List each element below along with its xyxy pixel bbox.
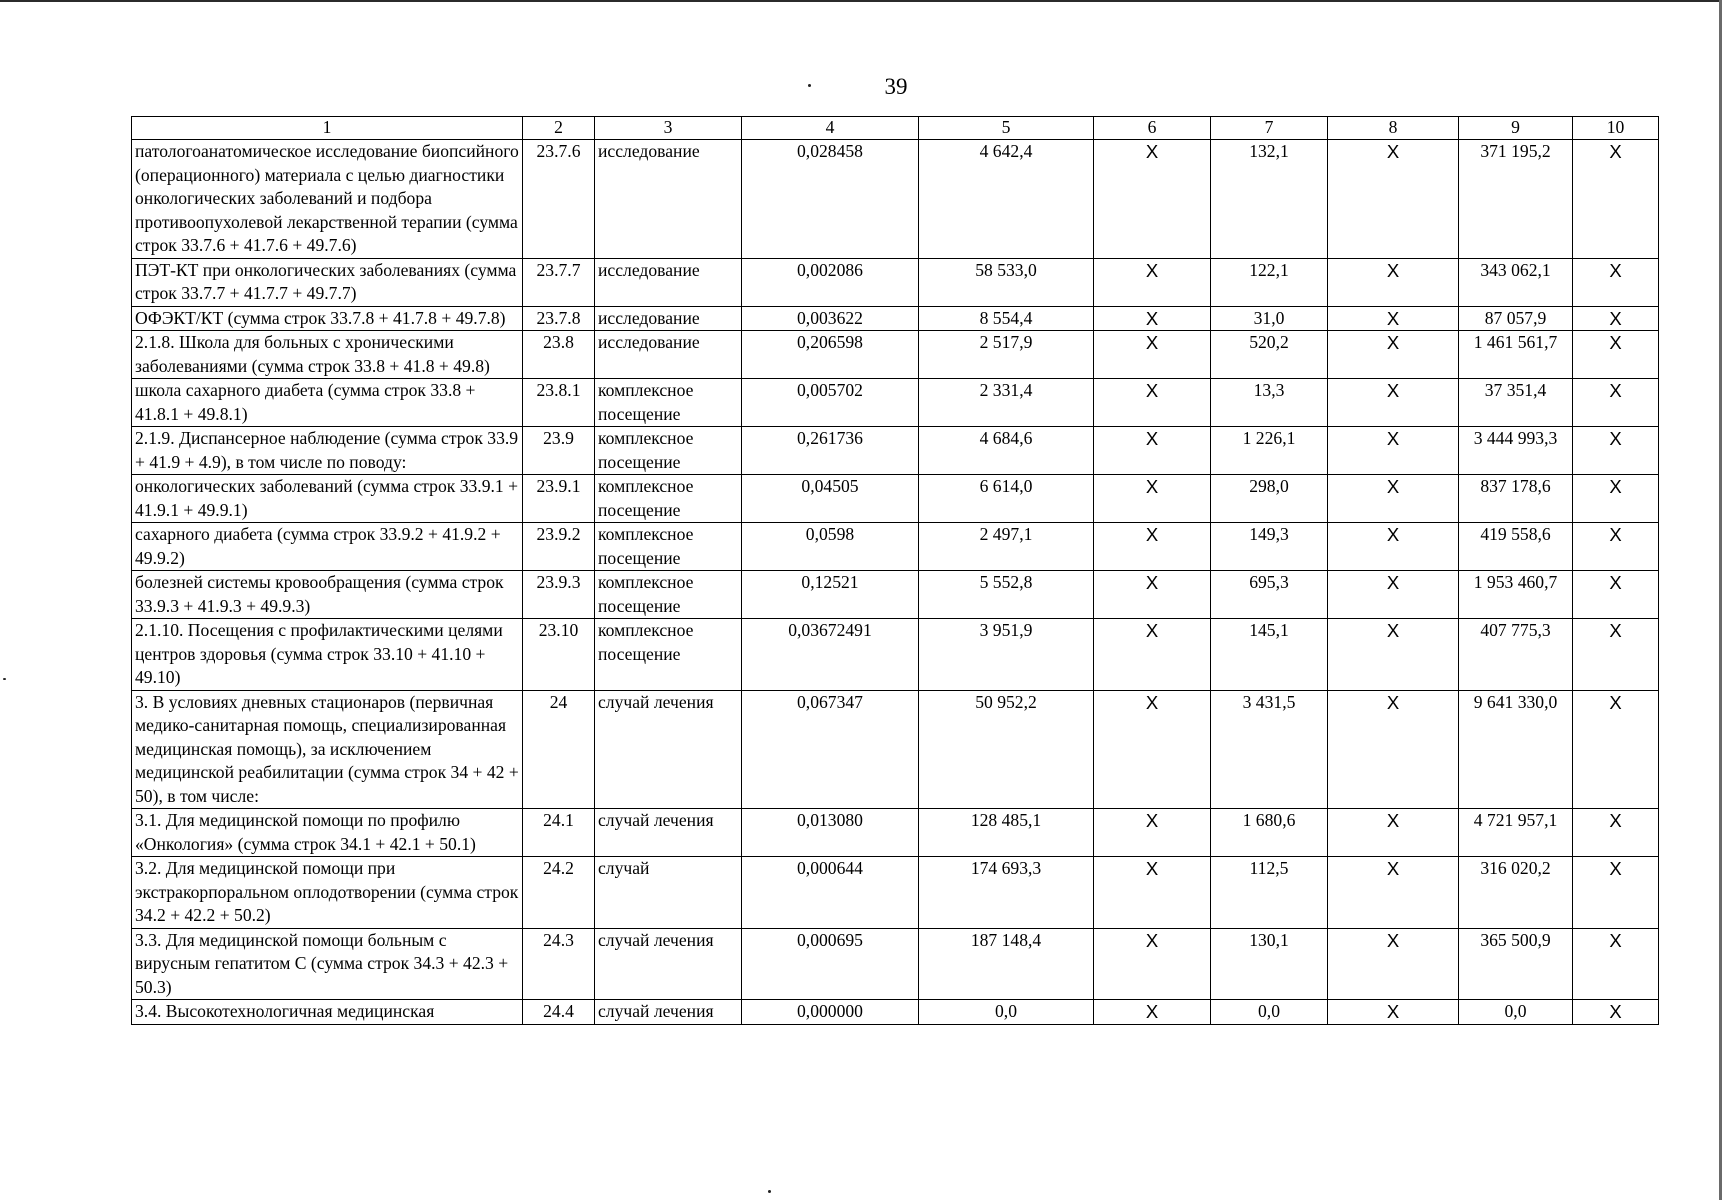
header-cell: 1 <box>132 117 523 140</box>
col8-cell: X <box>1328 140 1459 259</box>
table-row <box>132 306 1659 331</box>
cost-norm-cell: 4 684,6 <box>919 427 1094 475</box>
volume-norm-cell: 0,03672491 <box>742 619 919 691</box>
unit-cell: случай лечения <box>595 928 742 1000</box>
unit-cell: комплексное посещение <box>595 379 742 427</box>
col6-cell: X <box>1094 928 1211 1000</box>
row-number-cell: 23.10 <box>523 619 595 691</box>
unit-cell: исследование <box>595 258 742 306</box>
col6-cell: X <box>1094 258 1211 306</box>
col10-cell: X <box>1573 427 1659 475</box>
col8-cell: X <box>1328 1000 1459 1025</box>
col10-cell: X <box>1573 475 1659 523</box>
total-cost-cell: 407 775,3 <box>1459 619 1573 691</box>
per-capita-cell: 298,0 <box>1211 475 1328 523</box>
total-cost-cell: 4 721 957,1 <box>1459 809 1573 857</box>
cost-norm-cell: 2 497,1 <box>919 523 1094 571</box>
row-name-cell: онкологических заболеваний (сумма строк 33.9.1 + 41.9.1 + 49.9.1) <box>132 475 523 523</box>
row-name-cell: патологоанатомическое исследование биопсийного (операционного) материала с целью диагностики онкологических заболеваний и подбора противоопухолевой лекарственной терапии (сумма строк 33.7.6 + 41.7.6 + 49.7.6) <box>132 140 523 259</box>
volume-norm-cell: 0,04505 <box>742 475 919 523</box>
total-cost-cell: 87 057,9 <box>1459 306 1573 331</box>
col8-cell: X <box>1328 928 1459 1000</box>
table-row <box>132 571 1659 619</box>
unit-cell: случай лечения <box>595 1000 742 1025</box>
total-cost-cell: 37 351,4 <box>1459 379 1573 427</box>
table-row <box>132 809 1659 857</box>
volume-norm-cell: 0,261736 <box>742 427 919 475</box>
col8-cell: X <box>1328 427 1459 475</box>
table-row <box>132 690 1659 809</box>
col10-cell: X <box>1573 690 1659 809</box>
row-number-cell: 23.9.1 <box>523 475 595 523</box>
cost-norm-cell: 5 552,8 <box>919 571 1094 619</box>
col10-cell: X <box>1573 331 1659 379</box>
unit-cell: комплексное посещение <box>595 475 742 523</box>
volume-norm-cell: 0,206598 <box>742 331 919 379</box>
volume-norm-cell: 0,013080 <box>742 809 919 857</box>
col8-cell: X <box>1328 619 1459 691</box>
cost-norm-cell: 2 517,9 <box>919 331 1094 379</box>
col8-cell: X <box>1328 571 1459 619</box>
page-number: 39 <box>884 74 908 99</box>
per-capita-cell: 695,3 <box>1211 571 1328 619</box>
per-capita-cell: 1 226,1 <box>1211 427 1328 475</box>
row-name-cell: 3. В условиях дневных стационаров (первичная медико-санитарная помощь, специализированная медицинская помощь), за исключением медицинской реабилитации (сумма строк 34 + 42 + 50), в том числе: <box>132 690 523 809</box>
row-number-cell: 23.9.2 <box>523 523 595 571</box>
row-name-cell: 3.2. Для медицинской помощи при экстракорпоральном оплодотворении (сумма строк 34.2 + 42.2 + 50.2) <box>132 857 523 929</box>
cost-norm-cell: 2 331,4 <box>919 379 1094 427</box>
col8-cell: X <box>1328 331 1459 379</box>
col6-cell: X <box>1094 306 1211 331</box>
row-name-cell: 3.1. Для медицинской помощи по профилю «Онкология» (сумма строк 34.1 + 42.1 + 50.1) <box>132 809 523 857</box>
table-row <box>132 331 1659 379</box>
col8-cell: X <box>1328 306 1459 331</box>
total-cost-cell: 316 020,2 <box>1459 857 1573 929</box>
per-capita-cell: 3 431,5 <box>1211 690 1328 809</box>
per-capita-cell: 130,1 <box>1211 928 1328 1000</box>
col10-cell: X <box>1573 857 1659 929</box>
row-name-cell: ПЭТ-КТ при онкологических заболеваниях (сумма строк 33.7.7 + 41.7.7 + 49.7.7) <box>132 258 523 306</box>
header-cell: 5 <box>919 117 1094 140</box>
row-name-cell: 2.1.10. Посещения с профилактическими целями центров здоровья (сумма строк 33.10 + 41.10 + 49.10) <box>132 619 523 691</box>
volume-norm-cell: 0,003622 <box>742 306 919 331</box>
row-name-cell: 3.3. Для медицинской помощи больным с вирусным гепатитом С (сумма строк 34.3 + 42.3 + 50.3) <box>132 928 523 1000</box>
scan-speck <box>3 678 6 680</box>
per-capita-cell: 112,5 <box>1211 857 1328 929</box>
total-cost-cell: 419 558,6 <box>1459 523 1573 571</box>
header-cell: 9 <box>1459 117 1573 140</box>
unit-cell: случай лечения <box>595 690 742 809</box>
unit-cell: случай лечения <box>595 809 742 857</box>
row-number-cell: 24.3 <box>523 928 595 1000</box>
col10-cell: X <box>1573 523 1659 571</box>
header-cell: 3 <box>595 117 742 140</box>
col6-cell: X <box>1094 1000 1211 1025</box>
row-name-cell: 3.4. Высокотехнологичная медицинская <box>132 1000 523 1025</box>
table-row <box>132 140 1659 259</box>
per-capita-cell: 1 680,6 <box>1211 809 1328 857</box>
unit-cell: исследование <box>595 140 742 259</box>
per-capita-cell: 149,3 <box>1211 523 1328 571</box>
unit-cell: исследование <box>595 331 742 379</box>
total-cost-cell: 1 953 460,7 <box>1459 571 1573 619</box>
row-number-cell: 23.7.7 <box>523 258 595 306</box>
table-row <box>132 379 1659 427</box>
col8-cell: X <box>1328 379 1459 427</box>
col10-cell: X <box>1573 306 1659 331</box>
table-row <box>132 427 1659 475</box>
row-number-cell: 23.8 <box>523 331 595 379</box>
row-number-cell: 23.9 <box>523 427 595 475</box>
col8-cell: X <box>1328 475 1459 523</box>
row-name-cell: сахарного диабета (сумма строк 33.9.2 + 41.9.2 + 49.9.2) <box>132 523 523 571</box>
unit-cell: комплексное посещение <box>595 427 742 475</box>
per-capita-cell: 132,1 <box>1211 140 1328 259</box>
col6-cell: X <box>1094 523 1211 571</box>
table-row <box>132 928 1659 1000</box>
col6-cell: X <box>1094 857 1211 929</box>
row-number-cell: 23.9.3 <box>523 571 595 619</box>
per-capita-cell: 145,1 <box>1211 619 1328 691</box>
per-capita-cell: 13,3 <box>1211 379 1328 427</box>
volume-norm-cell: 0,005702 <box>742 379 919 427</box>
total-cost-cell: 0,0 <box>1459 1000 1573 1025</box>
row-number-cell: 23.7.6 <box>523 140 595 259</box>
cost-norm-cell: 4 642,4 <box>919 140 1094 259</box>
table-row <box>132 1000 1659 1025</box>
col10-cell: X <box>1573 571 1659 619</box>
per-capita-cell: 520,2 <box>1211 331 1328 379</box>
header-cell: 4 <box>742 117 919 140</box>
table-row <box>132 619 1659 691</box>
row-name-cell: ОФЭКТ/КТ (сумма строк 33.7.8 + 41.7.8 + 49.7.8) <box>132 306 523 331</box>
col10-cell: X <box>1573 140 1659 259</box>
col6-cell: X <box>1094 379 1211 427</box>
row-number-cell: 23.7.8 <box>523 306 595 331</box>
row-name-cell: 2.1.8. Школа для больных с хроническими заболеваниями (сумма строк 33.8 + 41.8 + 49.8) <box>132 331 523 379</box>
row-name-cell: болезней системы кровообращения (сумма строк 33.9.3 + 41.9.3 + 49.9.3) <box>132 571 523 619</box>
col10-cell: X <box>1573 928 1659 1000</box>
scan-speck <box>808 84 811 87</box>
col6-cell: X <box>1094 571 1211 619</box>
total-cost-cell: 9 641 330,0 <box>1459 690 1573 809</box>
cost-norm-cell: 58 533,0 <box>919 258 1094 306</box>
col10-cell: X <box>1573 258 1659 306</box>
row-number-cell: 24.1 <box>523 809 595 857</box>
table-row <box>132 475 1659 523</box>
col10-cell: X <box>1573 809 1659 857</box>
col6-cell: X <box>1094 475 1211 523</box>
total-cost-cell: 3 444 993,3 <box>1459 427 1573 475</box>
row-number-cell: 23.8.1 <box>523 379 595 427</box>
col10-cell: X <box>1573 619 1659 691</box>
total-cost-cell: 371 195,2 <box>1459 140 1573 259</box>
header-cell: 6 <box>1094 117 1211 140</box>
header-cell: 8 <box>1328 117 1459 140</box>
volume-norm-cell: 0,12521 <box>742 571 919 619</box>
volume-norm-cell: 0,002086 <box>742 258 919 306</box>
col8-cell: X <box>1328 690 1459 809</box>
row-number-cell: 24.2 <box>523 857 595 929</box>
cost-norm-cell: 8 554,4 <box>919 306 1094 331</box>
cost-norm-cell: 6 614,0 <box>919 475 1094 523</box>
row-name-cell: школа сахарного диабета (сумма строк 33.8 + 41.8.1 + 49.8.1) <box>132 379 523 427</box>
cost-norm-cell: 50 952,2 <box>919 690 1094 809</box>
cost-norm-cell: 174 693,3 <box>919 857 1094 929</box>
volume-norm-cell: 0,000644 <box>742 857 919 929</box>
table-row <box>132 258 1659 306</box>
col6-cell: X <box>1094 690 1211 809</box>
col6-cell: X <box>1094 331 1211 379</box>
scan-speck <box>768 1190 771 1193</box>
cost-norm-cell: 0,0 <box>919 1000 1094 1025</box>
volume-norm-cell: 0,000000 <box>742 1000 919 1025</box>
col10-cell: X <box>1573 379 1659 427</box>
row-number-cell: 24.4 <box>523 1000 595 1025</box>
col10-cell: X <box>1573 1000 1659 1025</box>
total-cost-cell: 837 178,6 <box>1459 475 1573 523</box>
row-number-cell: 24 <box>523 690 595 809</box>
total-cost-cell: 365 500,9 <box>1459 928 1573 1000</box>
cost-norm-cell: 3 951,9 <box>919 619 1094 691</box>
volume-norm-cell: 0,000695 <box>742 928 919 1000</box>
header-cell: 2 <box>523 117 595 140</box>
unit-cell: комплексное посещение <box>595 523 742 571</box>
per-capita-cell: 122,1 <box>1211 258 1328 306</box>
cost-norm-cell: 128 485,1 <box>919 809 1094 857</box>
col6-cell: X <box>1094 619 1211 691</box>
table-row <box>132 857 1659 929</box>
per-capita-cell: 0,0 <box>1211 1000 1328 1025</box>
total-cost-cell: 1 461 561,7 <box>1459 331 1573 379</box>
header-cell: 10 <box>1573 117 1659 140</box>
volume-norm-cell: 0,0598 <box>742 523 919 571</box>
unit-cell: комплексное посещение <box>595 619 742 691</box>
per-capita-cell: 31,0 <box>1211 306 1328 331</box>
header-cell: 7 <box>1211 117 1328 140</box>
col6-cell: X <box>1094 427 1211 475</box>
unit-cell: случай <box>595 857 742 929</box>
row-name-cell: 2.1.9. Диспансерное наблюдение (сумма строк 33.9 + 41.9 + 4.9), в том числе по поводу: <box>132 427 523 475</box>
col8-cell: X <box>1328 258 1459 306</box>
data-table <box>131 116 1659 1025</box>
unit-cell: комплексное посещение <box>595 571 742 619</box>
scan-edge-top <box>0 0 1722 2</box>
total-cost-cell: 343 062,1 <box>1459 258 1573 306</box>
col6-cell: X <box>1094 809 1211 857</box>
volume-norm-cell: 0,067347 <box>742 690 919 809</box>
col8-cell: X <box>1328 857 1459 929</box>
col6-cell: X <box>1094 140 1211 259</box>
col8-cell: X <box>1328 809 1459 857</box>
cost-norm-cell: 187 148,4 <box>919 928 1094 1000</box>
col8-cell: X <box>1328 523 1459 571</box>
table-row <box>132 523 1659 571</box>
volume-norm-cell: 0,028458 <box>742 140 919 259</box>
header-row <box>132 117 1659 140</box>
unit-cell: исследование <box>595 306 742 331</box>
